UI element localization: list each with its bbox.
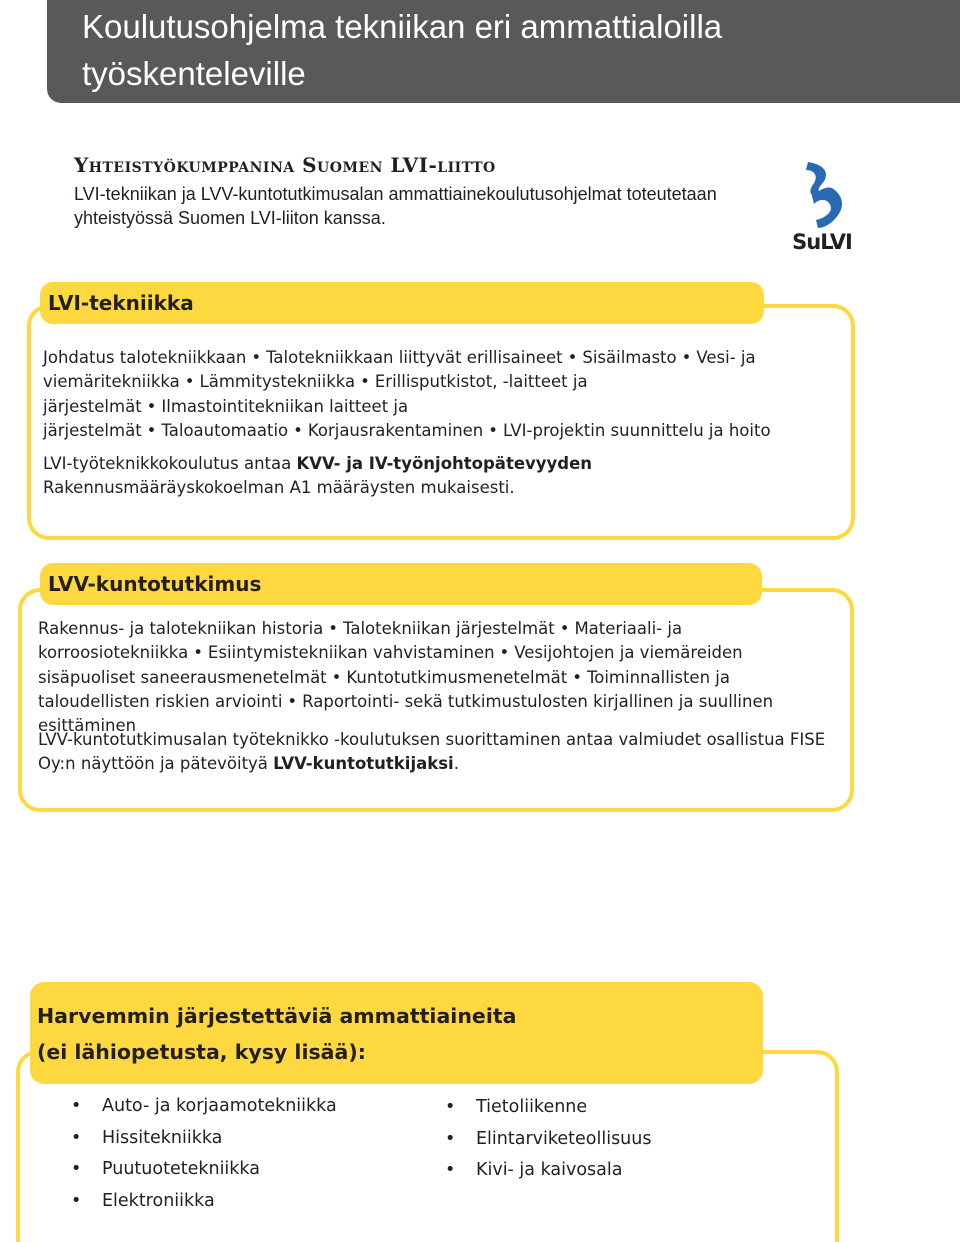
bullet-icon: • (445, 1160, 456, 1180)
list-item (71, 1123, 401, 1155)
bullet-icon: • (71, 1096, 82, 1116)
sulvi-logo (792, 158, 852, 258)
page-title (82, 3, 942, 97)
bullet-icon: • (71, 1159, 82, 1179)
lvv-topic: Materiaali- ja korroosiotekniikka (38, 619, 683, 663)
list-item-label: Kivi- ja kaivosala (476, 1160, 623, 1180)
lvv-note-end: . (453, 754, 459, 774)
lvi-title: LVI-tekniikka (40, 282, 764, 324)
lvi-topic: Ilmastointitekniikan laitteet ja järjestelmät (43, 396, 409, 440)
bullet-separator: • (559, 619, 570, 638)
bullet-separator: • (681, 348, 692, 367)
bullet-separator: • (488, 420, 498, 440)
list-item (71, 1154, 401, 1186)
bullet-icon: • (445, 1097, 456, 1117)
bullet-separator: • (331, 667, 342, 687)
lvi-topic: Taloautomaatio (161, 420, 289, 440)
bullet-icon: • (445, 1128, 456, 1149)
lvv-title: LVV-kuntotutkimus (40, 563, 762, 605)
list-item-label: Puutuotetekniikka (102, 1159, 260, 1179)
lvi-note-start: LVI-työteknikkokoulutus antaa (43, 454, 297, 473)
lvi-topic: Talotekniikkaan liittyvät erillisaineet (266, 348, 563, 367)
list-item-label: Elektroniikka (102, 1190, 215, 1211)
rare-subjects-list-right (445, 1092, 775, 1187)
list-item-label: Elintarviketeollisuus (476, 1128, 652, 1149)
bullet-separator: • (328, 619, 338, 638)
bullet-separator: • (287, 691, 298, 711)
lvi-topic: Sisäilmasto (582, 348, 677, 367)
lvi-topic: Erillisputkistot, -laitteet ja järjestelmät (43, 372, 588, 416)
lvv-topic: Rakennus- ja talotekniikan historia (38, 619, 324, 638)
list-item (445, 1155, 775, 1187)
list-item (71, 1091, 401, 1123)
lvi-topic: LVI-projektin suunnittelu ja hoito (503, 420, 771, 440)
partner-text: LVI-tekniikan ja LVV-kuntotutkimusalan ammattiainekoulutusohjelmat toteutetaan yhteistyössä Suomen LVI-liiton kanssa. (74, 184, 717, 228)
list-item (71, 1186, 401, 1218)
lvi-topic: Johdatus talotekniikkaan (43, 348, 247, 367)
bullet-separator: • (499, 643, 510, 663)
lvv-topics (38, 617, 838, 738)
lvv-note-bold: LVV-kuntotutkijaksi (273, 754, 454, 774)
list-item (445, 1092, 775, 1124)
lvi-topic: Vesi- ja viemäritekniikka (43, 348, 756, 392)
lvi-note (43, 452, 823, 501)
lvv-note (38, 728, 838, 777)
bullet-separator: • (146, 396, 157, 416)
rare-subjects-title-line-1: Harvemmin järjestettäviä ammattiaineita (37, 1004, 517, 1028)
rare-subjects-list-left (71, 1091, 401, 1217)
rare-subjects-title-line-2: (ei lähiopetusta, kysy lisää): (37, 1040, 366, 1064)
lvv-note-start: LVV-kuntotutkimusalan työteknikko -koulutuksen suorittaminen antaa valmiudet osallistua FISE Oy:n näyttöön ja pätevöityä (38, 730, 826, 774)
lvv-topic: Esiintymistekniikan vahvistaminen (207, 643, 495, 663)
lvv-topic: Kuntotutkimusmenetelmät (346, 667, 568, 687)
partner-heading: Yhteistyökumppanina Suomen LVI-liitto (74, 153, 496, 177)
lvv-topic: Vesijohtojen ja viemäreiden sisäpuoliset saneerausmenetelmät (38, 643, 743, 687)
lvi-note-bold: KVV- ja IV-työnjohtopätevyyden (296, 454, 593, 473)
bullet-separator: • (572, 667, 582, 687)
page-title-line-2: työskenteleville (82, 55, 306, 92)
lvi-topics (43, 346, 823, 443)
page-title-line-1: Koulutusohjelma tekniikan eri ammattialoilla (82, 8, 723, 45)
list-item-label: Auto- ja korjaamotekniikka (102, 1096, 337, 1116)
bullet-separator: • (251, 348, 262, 367)
list-item-label: Tietoliikenne (476, 1097, 588, 1117)
sulvi-logo-mark-icon (792, 158, 852, 230)
list-item-label: Hissitekniikka (102, 1127, 223, 1148)
bullet-separator: • (293, 420, 303, 440)
bullet-separator: • (184, 372, 195, 392)
sulvi-logo-text: SuLVI (792, 230, 852, 254)
lvi-topic: Korjausrakentaminen (307, 420, 484, 440)
lvv-topic: Talotekniikan järjestelmät (343, 619, 555, 638)
lvi-topic: Lämmitystekniikka (199, 372, 356, 392)
bullet-separator: • (360, 372, 370, 392)
bullet-separator: • (193, 643, 203, 663)
partner-section (74, 152, 794, 230)
list-item (445, 1124, 775, 1156)
bullet-icon: • (71, 1190, 82, 1211)
bullet-separator: • (567, 348, 578, 367)
lvi-note-end: Rakennusmääräyskokoelman A1 määräysten mukaisesti. (43, 478, 515, 498)
bullet-icon: • (71, 1127, 82, 1148)
lvv-topic: Raportointi- sekä tutkimustulosten kirjallinen ja suullinen esittäminen (38, 691, 774, 736)
bullet-separator: • (146, 420, 157, 440)
lvv-topic: Toiminnallisten ja taloudellisten riskien arviointi (38, 667, 730, 711)
rare-subjects-title (37, 998, 737, 1070)
